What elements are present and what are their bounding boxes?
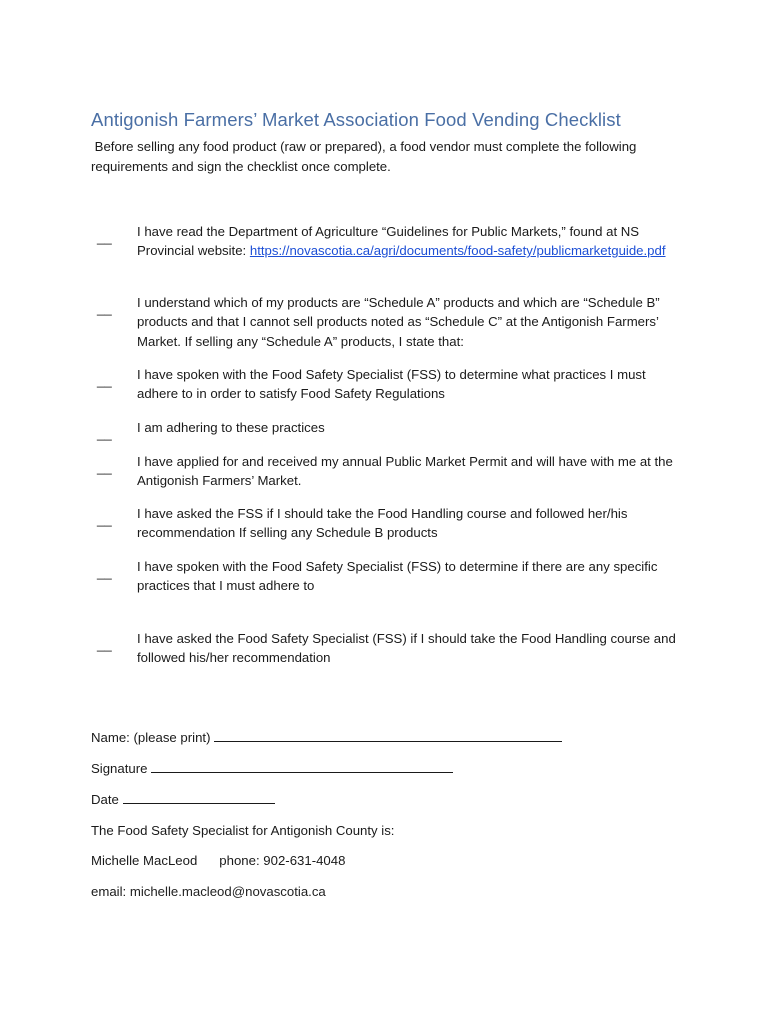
item-text-lead: I have read the Department of Agriculture “Guidelines for Public Markets,” found at NS Provincial website:	[137, 224, 640, 259]
checkbox-blank[interactable]: __	[97, 230, 112, 245]
checklist-item-text: I have asked the Food Safety Specialist (FSS) if I should take the Food Handling course and followed his/her recommendation	[137, 631, 676, 666]
email-label: email:	[91, 884, 130, 899]
intro-line-1: Before selling any food product (raw or prepared), a food vendor must complete the following	[91, 139, 637, 154]
date-line	[91, 790, 275, 809]
checkbox-blank[interactable]: __	[97, 565, 112, 580]
checkbox-blank[interactable]: __	[97, 512, 112, 527]
contact-phone: phone: 902-631-4048	[219, 853, 346, 868]
intro-paragraph	[91, 137, 691, 177]
checklist-item-text: I have spoken with the Food Safety Specialist (FSS) to determine if there are any specific practices that I must adhere to	[137, 559, 658, 594]
checkbox-blank[interactable]: __	[97, 426, 112, 441]
checkbox-blank[interactable]: __	[97, 460, 112, 475]
checklist-item-text: I have applied for and received my annual Public Market Permit and will have with me at the Antigonish Farmers’ Market.	[137, 454, 673, 489]
name-field[interactable]	[214, 728, 562, 742]
fss-intro: The Food Safety Specialist for Antigonish County is:	[91, 823, 395, 838]
checklist-item-text: I have spoken with the Food Safety Specialist (FSS) to determine what practices I must adhere to in order to satisfy Food Safety Regulations	[137, 367, 646, 402]
email-address[interactable]: michelle.macleod@novascotia.ca	[129, 884, 326, 899]
signature-field[interactable]	[151, 759, 453, 773]
checklist-item-text: I understand which of my products are “Schedule A” products and which are “Schedule B” products and that I cannot sell products noted as “Schedule C” at the Antigonish Farmers’ Market. If selling any “Schedule A” products, I state that:	[137, 295, 660, 349]
checklist-item-text: I am adhering to these practices	[137, 420, 325, 435]
document-title: Antigonish Farmers’ Market Association Food Vending Checklist	[91, 109, 621, 130]
contact-name: Michelle MacLeod	[91, 853, 198, 868]
checkbox-blank[interactable]: __	[97, 373, 112, 388]
checklist-item-text: I have asked the FSS if I should take the Food Handling course and followed her/his recommendation If selling any Schedule B products	[137, 506, 628, 541]
name-label: Name: (please print)	[91, 730, 215, 745]
date-label: Date	[91, 792, 123, 807]
intro-line-2: requirements and sign the checklist once complete.	[91, 159, 391, 174]
checkbox-blank[interactable]: __	[97, 637, 112, 652]
contact-line	[91, 851, 345, 870]
signature-line	[91, 759, 453, 778]
checklist-item-text	[137, 222, 682, 261]
signature-label: Signature	[91, 761, 152, 776]
email-line	[91, 882, 326, 901]
date-field[interactable]	[123, 790, 275, 804]
checkbox-blank[interactable]: __	[97, 301, 112, 316]
name-line	[91, 728, 562, 747]
guide-link[interactable]: https://novascotia.ca/agri/documents/food-safety/publicmarketguide.pdf	[249, 243, 666, 259]
